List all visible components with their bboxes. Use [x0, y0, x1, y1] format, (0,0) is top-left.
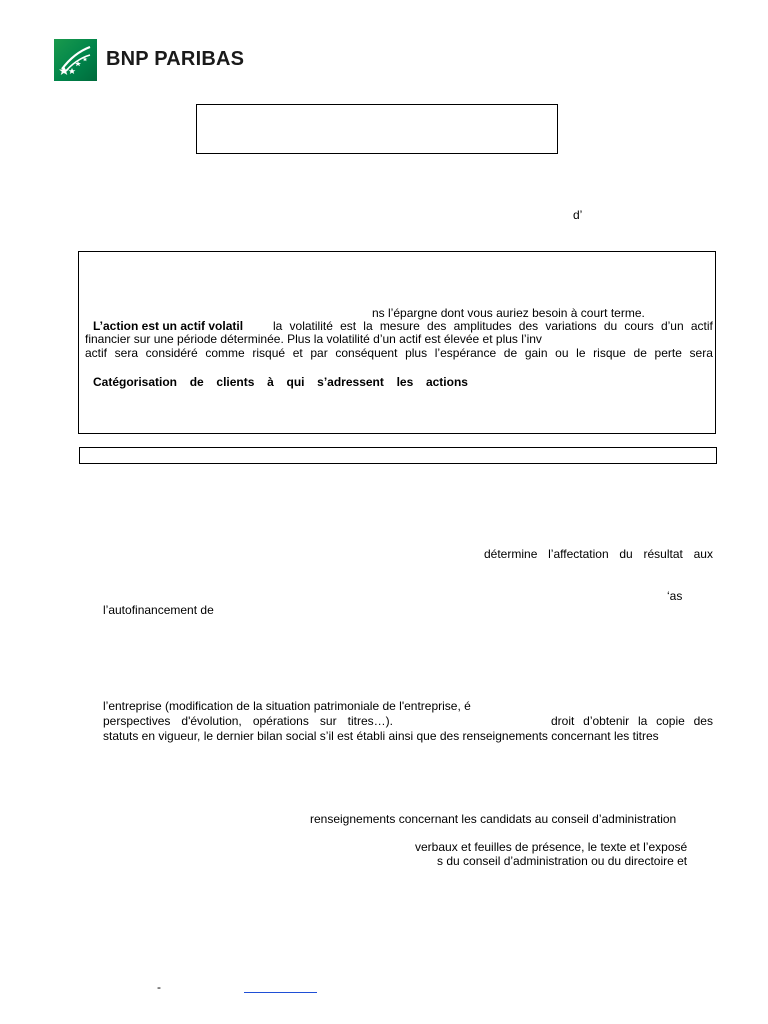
info-line-1: ns l’épargne dont vous auriez besoin à court terme.: [372, 306, 645, 320]
word: de: [189, 375, 204, 389]
word: d’obtenir: [583, 714, 630, 728]
document-title-box: [196, 104, 558, 154]
word: par: [310, 346, 328, 360]
word: gain: [524, 346, 548, 360]
word: la: [363, 319, 373, 333]
word: d'évolution,: [181, 714, 242, 728]
word: ou: [555, 346, 569, 360]
word: titres…).: [347, 714, 393, 728]
footer-dash: -: [157, 980, 161, 994]
word: aux: [693, 547, 713, 561]
word: et: [292, 346, 303, 360]
word: des: [427, 319, 447, 333]
info-line-4: [85, 346, 713, 360]
section-header-box: [79, 447, 717, 464]
word: sur: [319, 714, 337, 728]
word: des: [518, 319, 539, 333]
word: qui: [286, 375, 305, 389]
stars-icon: [54, 39, 97, 81]
word: de: [633, 346, 647, 360]
body-line-conseil: s du conseil d’administration ou du directoire et: [437, 854, 688, 868]
info-line-3: financier sur une période déterminée. Plus la volatilité d’un actif est élevée et plus l’inv: [85, 332, 542, 346]
word: cours: [624, 319, 654, 333]
word: conséquent: [335, 346, 398, 360]
word: perte: [654, 346, 682, 360]
header-fragment: d’: [573, 208, 583, 222]
word: les: [396, 375, 414, 389]
word: perspectives: [103, 714, 171, 728]
word: sera: [114, 346, 139, 360]
word: la: [637, 714, 648, 728]
bnp-logo-icon: [54, 39, 97, 81]
word: du: [603, 319, 618, 333]
word: de: [503, 346, 518, 360]
word: plus: [405, 346, 428, 360]
word: variations: [545, 319, 597, 333]
word: mesure: [379, 319, 420, 333]
body-line-candidats: renseignements concernant les candidats au conseil d’administration: [310, 812, 677, 826]
word: des: [693, 714, 713, 728]
body-line-droit: [551, 714, 713, 728]
word: s’adressent: [317, 375, 384, 389]
word: copie: [656, 714, 685, 728]
word: à: [267, 375, 274, 389]
word: l’espérance: [434, 346, 497, 360]
word: détermine: [484, 547, 538, 561]
info-line-2: [273, 319, 713, 333]
body-fragment-as: ‘as: [667, 589, 683, 603]
word: opérations: [252, 714, 309, 728]
word: d’un: [660, 319, 684, 333]
body-line-1: [484, 547, 713, 561]
word: clients: [216, 375, 255, 389]
word: amplitudes: [453, 319, 512, 333]
word: risque: [593, 346, 626, 360]
word: sera: [689, 346, 713, 360]
brand-name: BNP PARIBAS: [106, 48, 245, 70]
word: actif: [690, 319, 713, 333]
word: résultat: [643, 547, 683, 561]
body-line-autofinancement: l’autofinancement de: [103, 603, 214, 617]
body-line-perspectives: [103, 714, 393, 728]
body-line-statuts: statuts en vigueur, le dernier bilan social s’il est établi ainsi que des renseignements concernant les titres: [103, 729, 659, 743]
body-line-entreprise: l’entreprise (modification de la situation patrimoniale de l'entreprise, é: [103, 699, 471, 713]
word: Catégorisation: [93, 375, 178, 389]
categorisation-heading: [93, 375, 468, 389]
footer-link[interactable]: [244, 992, 317, 993]
body-line-verbaux: verbaux et feuilles de présence, le texte et l’exposé: [415, 840, 688, 854]
word: risqué: [252, 346, 286, 360]
word: du: [619, 547, 633, 561]
word: considéré: [145, 346, 198, 360]
word: actif: [85, 346, 108, 360]
word: l’affectation: [548, 547, 609, 561]
word: le: [576, 346, 586, 360]
word: volatilité: [289, 319, 333, 333]
word: est: [340, 319, 357, 333]
info-line-2-bold: L’action est un actif volatil: [93, 319, 244, 333]
word: comme: [205, 346, 245, 360]
word: la: [273, 319, 283, 333]
word: droit: [551, 714, 575, 728]
word: actions: [425, 375, 468, 389]
